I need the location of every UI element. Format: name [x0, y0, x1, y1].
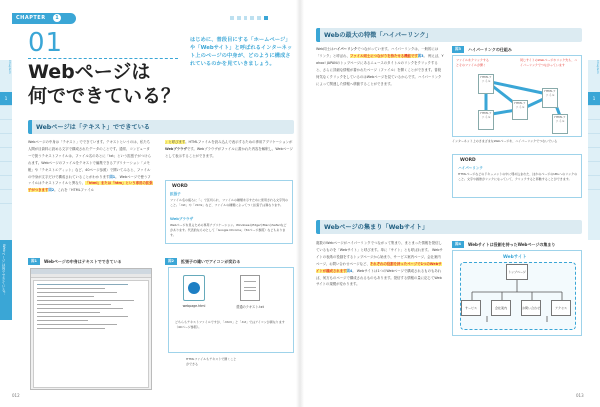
fig2-caption: どちらもテキストファイルですが、「.html」と「.txt」ではアイコンが異なります（40ページ参照）。 [175, 320, 285, 329]
body-text-col1: Webページの中身は「テキスト」でできています。テキストというのは、私たち人間が目資料に読める文字で構成されたデータのことです。通常、コンピューターで扱うテキストファイルは、ファイル名のあとに「txt」という拡張子がつけられます。Webページのファイルをテキストで編集できるアプリケーション「メモ帳」や「テキストエディット」など、40ページ参照）で開いてみると、ファイルの中身が文字だけで構成されていることがわかります図1。 Webページで使うファイルはテキストファイルと異なり、「html」または「htm」という専用の拡張子がつきます図2。これを「HTMLファイル [28, 140, 153, 193]
word-heading: 拡張子 [170, 192, 181, 196]
fig4-label: 図4 [452, 241, 464, 248]
side-note: Webページは何でできている？ [2, 244, 6, 296]
html-file-node: HTMLファイル [542, 88, 558, 108]
site-label: Webサイト [503, 255, 527, 260]
side-tab[interactable] [0, 120, 12, 134]
side-tab[interactable] [0, 176, 12, 190]
body-text-col2: 」と呼びます。HTMLファイルを読み込んで表示するための専用アプリケーションがWebブラウザです。Webブラウザがファイルに書かれた内容を解釈し、Webページとして表示することができます。 [165, 140, 293, 158]
page-box: 会社案内 [491, 300, 511, 316]
side-tab-active[interactable]: 1 [0, 92, 12, 106]
fig3-caption: インターネット上のさまざまなWebページを、ハイパーリンクでつないでいる [452, 139, 558, 143]
chapter-number: 1 [53, 14, 61, 22]
side-tab[interactable] [0, 134, 12, 148]
fig3-title: ハイパーリンクの仕組み [468, 47, 512, 52]
word-text: ファイル名の後ろに「.」で区切られ、ファイルの種類を示すために使用される文字列のこと。「.txt」や「.html」など、ファイルの種類によってつく拡張子は異なります。 [170, 198, 288, 207]
side-tab[interactable] [0, 148, 12, 162]
fig1-title: Webページの中身はテキストでできている [44, 259, 122, 264]
side-tab[interactable] [588, 176, 600, 190]
word-label: WORD [460, 158, 476, 163]
progress-dots [230, 16, 268, 21]
page-number-left: 012 [12, 393, 20, 398]
side-tab[interactable] [588, 162, 600, 176]
html-file-node: HTMLファイル [478, 74, 494, 94]
side-tab[interactable] [588, 148, 600, 162]
section-number: 01 [28, 28, 64, 58]
fig3-note2: 同じサイトのWebページやリンク先も、ハイパーリンクでつながっています [520, 58, 578, 67]
lead-text: はじめに、普段目にする「ホームページ」や「Webサイト」と呼ばれるインターネット上のページの中身が、どのように構成されているのかを見ていきましょう。 [190, 37, 293, 67]
page-box: サービス [461, 300, 481, 316]
section-header: Webページは「テキスト」でできている [28, 120, 294, 134]
text-file-icon [240, 275, 260, 301]
editor-screenshot [30, 268, 152, 390]
side-chapter-label: Chapter1 [596, 60, 600, 74]
side-tab[interactable] [588, 106, 600, 120]
fig3-note1: ファイルをクリックするとそのファイルが開く [456, 58, 489, 67]
page-box: アクセス [551, 300, 571, 316]
side-tab[interactable] [588, 134, 600, 148]
site-tree-lines [452, 250, 582, 336]
body-text-sec1: Web同士はハイパーリンクでつながっています。ハイパーリンクは、一般的には「リンク」と呼ばれ、ファイル同士につながりを持たせる機能です図3。 例えば、Yahoo! JAPANのトップページにあるニュースのタイトルのリンクをクリックすると、さらに詳細な情報が書かれたページ（ファイル）を開くことができます。普段何気なくクリックをしているのはWebページを見ているからです。ハイパーリンクによって関連した情報へ移動することができます。 [316, 47, 444, 86]
fig1-label: 図1 [28, 258, 40, 265]
html-file-node: HTMLファイル [512, 100, 528, 120]
fig2-title: 拡張子の違いでアイコンが変わる [181, 259, 241, 264]
word-heading: ハイパーリンク [458, 166, 484, 170]
top-page-box: トップページ [506, 264, 528, 280]
section-header: Webページの集まり「Webサイト」 [316, 220, 582, 234]
page-title: Webページは 何でできている？ [28, 61, 181, 107]
html-file-icon [183, 275, 205, 301]
side-tab-active[interactable]: 1 [588, 92, 600, 106]
section-header: Webの最大の特徴「ハイパーリンク」 [316, 28, 582, 42]
word-text: HTMLページなどのドキュメントの中に埋め込まれた、ほかのページのURLへのリンクのこと。文字や画像がリンクになっていて、クリックすると移動することができます。 [458, 172, 578, 181]
word-heading: Webブラウザ [170, 217, 194, 221]
body-text-sec2: 複数のWebページがハイパーリンクでつながって集まり、まとまった情報を発信しているものを「Webサイト」と呼びます。単に「サイト」とも呼ばれます。 Webサイトの表紙の役割をするトップページから始まり、サービス案内ページ、会社案内ページ、お問い合わせページなど、それぞれの役割を持ったページで1つのWebサイトが構成されます図4。 Webサイトは1つのWebページで構成されるものもあれば、何万ものページで構成されるものもあります。発信する情報の量に応じてWebサイトの規模が変わります。 [316, 241, 443, 287]
side-chapter-label: Chapter1 [8, 60, 12, 74]
side-tab[interactable] [0, 162, 12, 176]
chapter-label: CHAPTER [16, 15, 46, 21]
page-number-right: 013 [576, 393, 584, 398]
title-underline [28, 58, 178, 59]
page-box: お問い合わせ [521, 300, 541, 316]
text-file-name: 普通のテキスト.txt [236, 305, 264, 309]
fig2-callout: HTMLファイルもテキストで開くことができる [186, 357, 237, 366]
side-tab[interactable] [588, 120, 600, 134]
html-file-node: HTMLファイル [552, 114, 568, 134]
gutter [296, 0, 304, 407]
word-text: Webページを見るための専用アプリケーション。WindowsのEdgeやMacのSafariなどがあります。代表的なものとして「Google Chrome」（50ページ参照）などもあります。 [170, 223, 287, 237]
side-tab[interactable] [0, 190, 12, 204]
side-tab[interactable] [0, 106, 12, 120]
html-file-node: HTMLファイル [478, 110, 494, 130]
html-file-name: webpage.html [182, 304, 206, 308]
word-label: WORD [172, 184, 188, 189]
fig2-label: 図2 [165, 258, 177, 265]
fig3-label: 図3 [452, 46, 464, 53]
fig4-title: Webサイトは役割を持ったWebページの集まり [468, 242, 556, 247]
